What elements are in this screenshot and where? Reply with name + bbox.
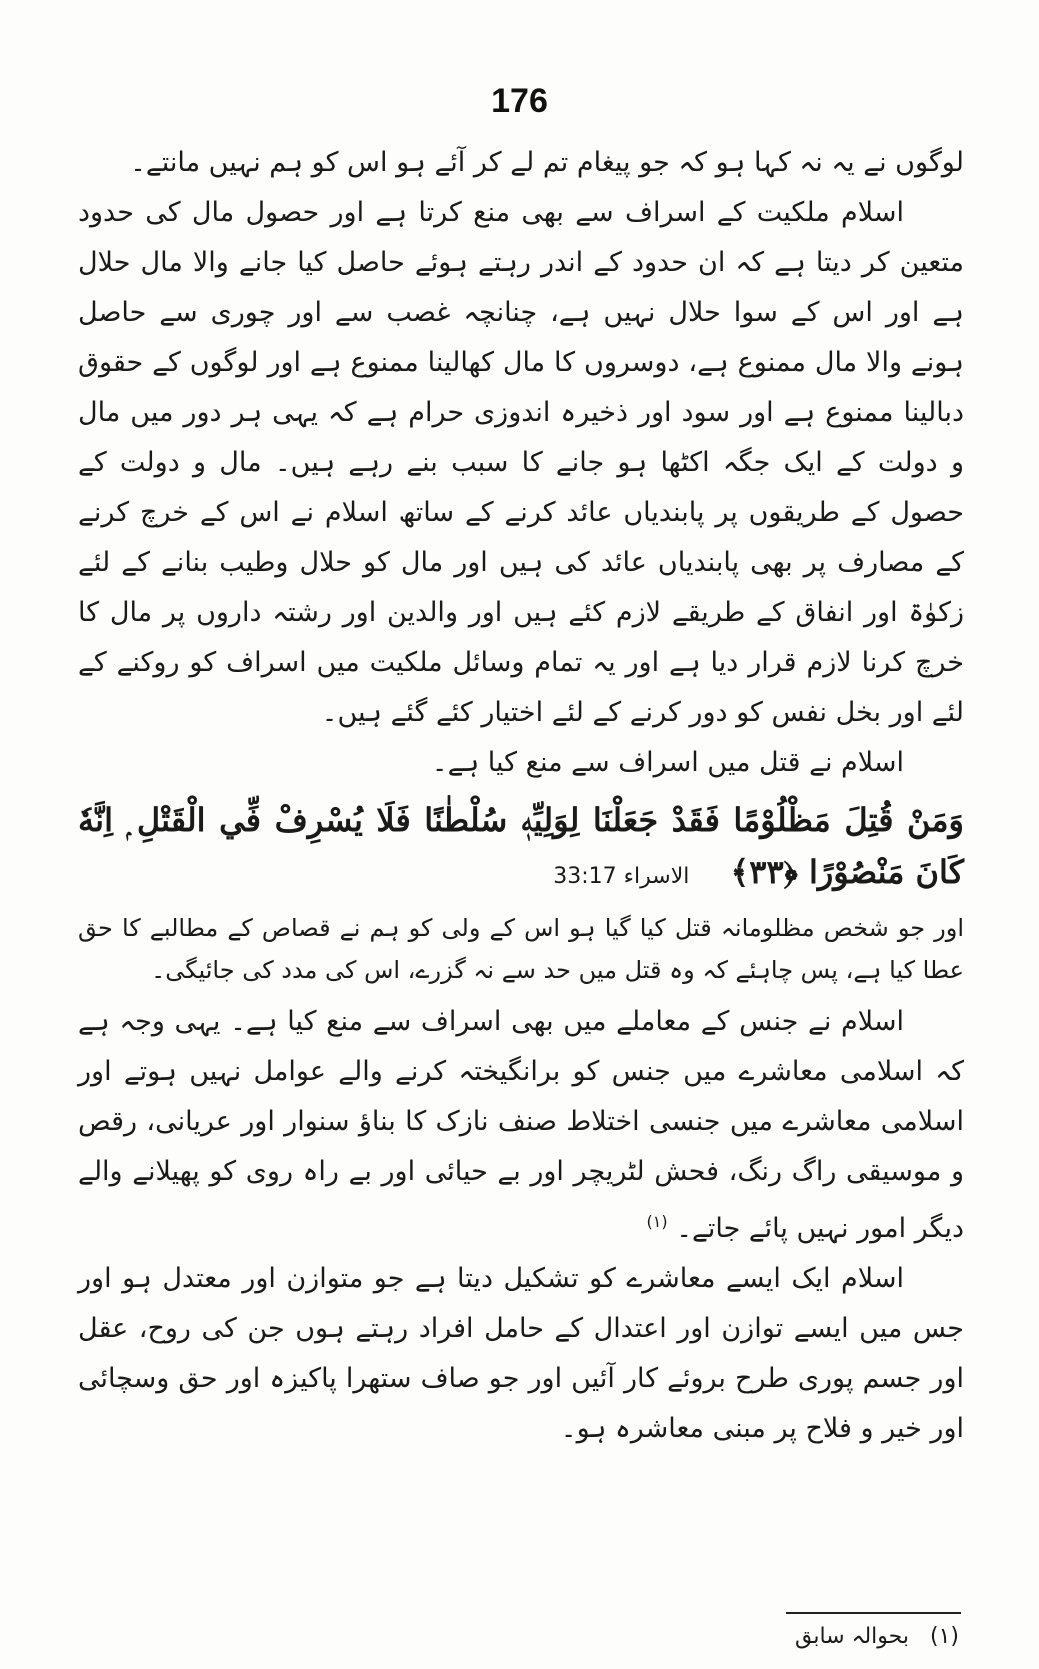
verse-reference: الاسراء 33:17: [553, 864, 690, 889]
quran-verse: [78, 794, 964, 903]
footnote-text: بحوالہ سابق: [794, 1624, 909, 1649]
verse-arabic-text: وَمَنْ قُتِلَ مَظْلُوْمًا فَقَدْ جَعَلْنَا لِوَلِيِّهٖ سُلْطٰنًا فَلَا يُسْرِفْ فِّي الْقَتْلِ ۭ اِنَّهٗ كَانَ مَنْصُوْرًا: [78, 801, 964, 891]
footnote-divider: [786, 1612, 961, 1614]
footnote: [795, 1620, 959, 1654]
paragraph-killing-excess: اسلام نے قتل میں اسراف سے منع کیا ہے۔: [431, 747, 904, 778]
paragraph-balanced-society: اسلام ایک ایسے معاشرے کو تشکیل دیتا ہے جو متوازن اور معتدل ہو اور جس میں ایسے توازن اور اعتدال کے حامل افراد رہتے ہوں جن کی روح، عقل اور جسم پوری طرح بروئے کار آئیں اور جو صاف ستھرا پاکیزہ اور حق وسچائی اور خیر و فلاح پر مبنی معاشرہ ہو۔: [78, 1263, 964, 1444]
paragraph-continuation: لوگوں نے یہ نہ کہا ہو کہ جو پیغام تم لے کر آئے ہو اس کو ہم نہیں مانتے۔: [130, 147, 964, 178]
page-number: 176: [491, 82, 548, 120]
ayah-end-marker: ﴿۳۳﴾: [730, 853, 798, 891]
verse-translation: اور جو شخص مظلومانہ قتل کیا گیا ہو اس کے ولی کو ہم نے قصاص کے مطالبے کا حق عطا کیا ہے، پس چاہئے کہ وہ قتل میں حد سے نہ گزرے، اس کی مدد کی جائیگی۔: [78, 914, 964, 984]
paragraph-wealth-excess: اسلام ملکیت کے اسراف سے بھی منع کرتا ہے اور حصول مال کی حدود متعین کر دیتا ہے کہ ان حدود کے اندر رہتے ہوئے حاصل کیا جانے والا مال حلال ہے اور اس کے سوا حلال نہیں ہے، چنانچہ غصب سے اور چوری سے حاصل ہونے والا مال ممنوع ہے، دوسروں کا مال کھالینا ممنوع ہے اور لوگوں کے حقوق دبالینا ممنوع ہے اور سود اور ذخیرہ اندوزی حرام ہے کہ یہی ہر دور میں مال و دولت کے ایک جگہ اکٹھا ہو جانے کا سبب بنے رہے ہیں۔ مال و دولت کے حصول کے طریقوں پر پابندیاں عائد کرنے کے ساتھ اسلام نے اس کے خرچ کرنے کے مصارف پر بھی پابندیاں عائد کی ہیں اور مال کو حلال وطیب بنانے کے لئے زکوٰۃ اور انفاق کے طریقے لازم کئے ہیں اور والدین اور رشتہ داروں پر مال کا خرچ کرنا لازم قرار دیا ہے اور یہ تمام وسائل ملکیت میں اسراف کو روکنے کے لئے اور بخل نفس کو دور کرنے کے لئے اختیار کئے گئے ہیں۔: [78, 197, 964, 728]
page-body: [78, 138, 964, 1454]
footnote-marker: (۱): [929, 1624, 959, 1649]
footnote-reference-marker: (۱): [646, 1212, 668, 1231]
paragraph-sexual-excess: [78, 997, 964, 1254]
paragraph-sexual-excess-text: اسلام نے جنس کے معاملے میں بھی اسراف سے منع کیا ہے۔ یہی وجہ ہے کہ اسلامی معاشرے میں جنس کو برانگیختہ کرنے والے عوامل نہیں ہوتے اور اسلامی معاشرے میں جنسی اختلاط صنف نازک کا بناؤ سنوار اور عریانی، رقص و موسیقی راگ رنگ، فحش لٹریچر اور بے حیائی اور بے راہ روی کو پھیلانے والے دیگر امور نہیں پائے جاتے۔: [78, 1006, 964, 1244]
